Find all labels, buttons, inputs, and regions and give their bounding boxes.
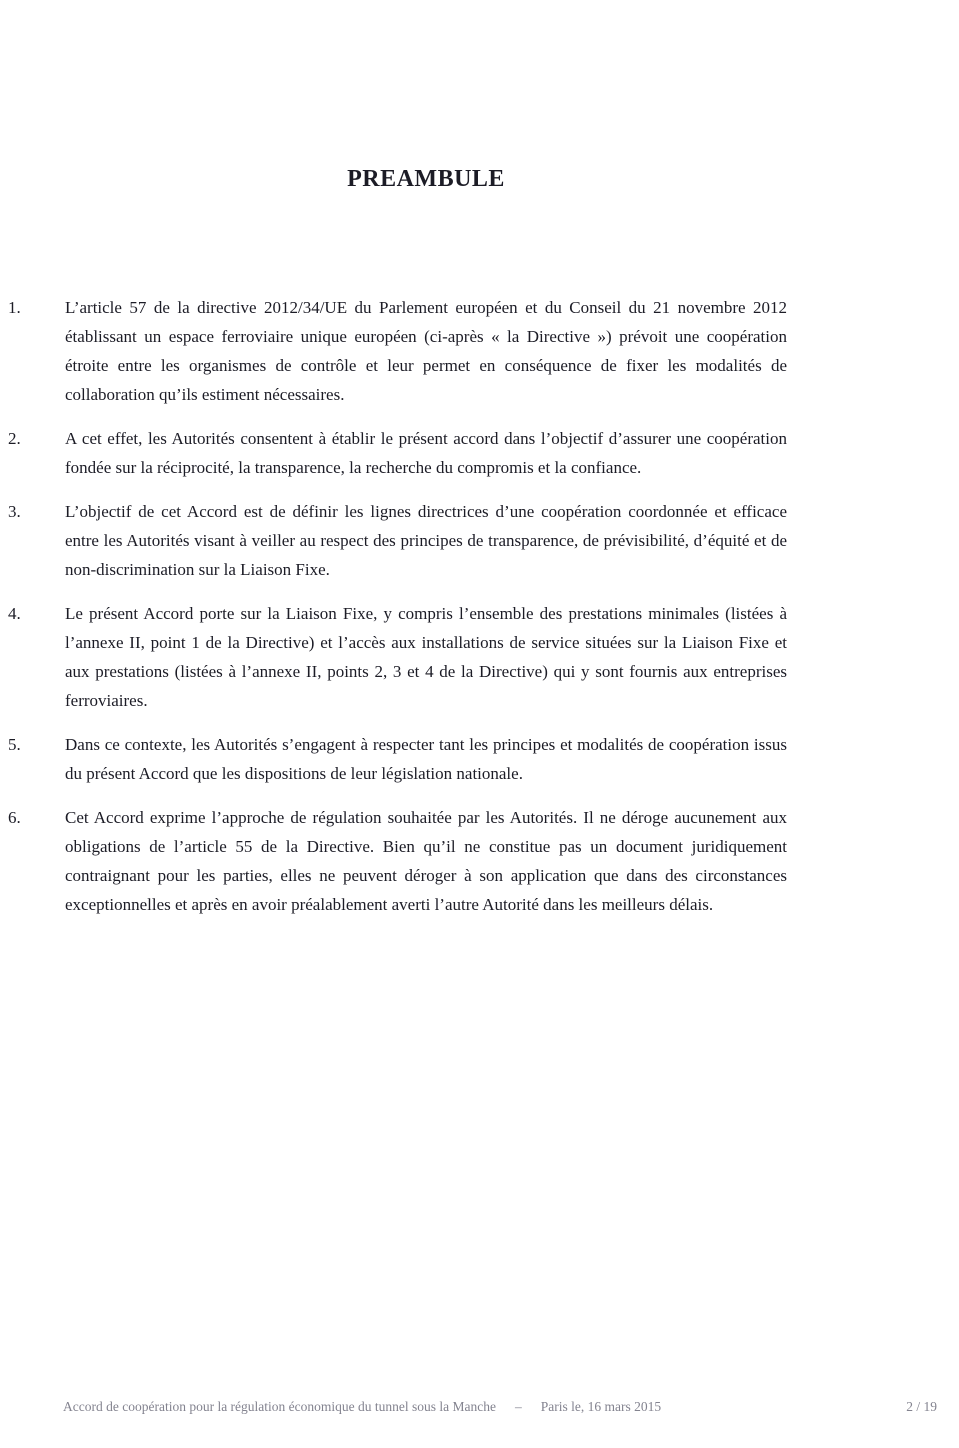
paragraph-item: [8, 803, 959, 919]
paragraph-number: 1.: [8, 298, 21, 317]
paragraph-text: L’objectif de cet Accord est de définir les lignes directrices d’une coopération coordonnée et efficace entre les Autorités visant à veiller au respect des principes de transparence, de prévisibilité, d’équité et de non-discrimination sur la Liaison Fixe.: [65, 502, 787, 579]
page-title: PREAMBULE: [347, 166, 505, 192]
paragraph-number: 3.: [8, 502, 21, 521]
footer-document-title: Accord de coopération pour la régulation économique du tunnel sous la Manche: [63, 1399, 496, 1414]
paragraph-item: [8, 424, 959, 482]
paragraph-text: Le présent Accord porte sur la Liaison Fixe, y compris l’ensemble des prestations minimales (listées à l’annexe II, point 1 de la Directive) et l’accès aux installations de service situées sur la Liaison Fixe et aux prestations (listées à l’annexe II, points 2, 3 et 4 de la Directive) qui y sont fournis aux entreprises ferroviaires.: [65, 604, 787, 710]
page-footer: [0, 1399, 959, 1415]
paragraph-text: Cet Accord exprime l’approche de régulation souhaitée par les Autorités. Il ne déroge aucunement aux obligations de l’article 55 de la Directive. Bien qu’il ne constitue pas un document juridiquement contraignant pour les parties, elles ne peuvent déroger à son application que dans des circonstances exceptionnelles et après en avoir préalablement averti l’autre Autorité dans les meilleurs délais.: [65, 808, 787, 914]
paragraph-item: [8, 730, 959, 788]
paragraph-number: 2.: [8, 429, 21, 448]
paragraph-number: 5.: [8, 735, 21, 754]
paragraph-number: 6.: [8, 808, 21, 827]
paragraph-text: L’article 57 de la directive 2012/34/UE du Parlement européen et du Conseil du 21 novembre 2012 établissant un espace ferroviaire unique européen (ci-après « la Directive ») prévoit une coopération étroite entre les organismes de contrôle et leur permet en conséquence de fixer les modalités de collaboration qu’ils estiment nécessaires.: [65, 298, 787, 404]
paragraph-item: [8, 497, 959, 584]
paragraph-text: Dans ce contexte, les Autorités s’engagent à respecter tant les principes et modalités de coopération issus du présent Accord que les dispositions de leur législation nationale.: [65, 735, 787, 783]
footer-left: [63, 1399, 661, 1415]
paragraph-text: A cet effet, les Autorités consentent à établir le présent accord dans l’objectif d’assurer une coopération fondée sur la réciprocité, la transparence, la recherche du compromis et la confiance.: [65, 429, 787, 477]
footer-date: Paris le, 16 mars 2015: [540, 1399, 662, 1414]
paragraph-list: [0, 293, 959, 919]
paragraph-item: [8, 599, 959, 715]
footer-separator: –: [515, 1399, 522, 1414]
paragraph-number: 4.: [8, 604, 21, 623]
paragraph-item: [8, 293, 959, 409]
footer-page-number: 2 / 19: [906, 1399, 937, 1414]
